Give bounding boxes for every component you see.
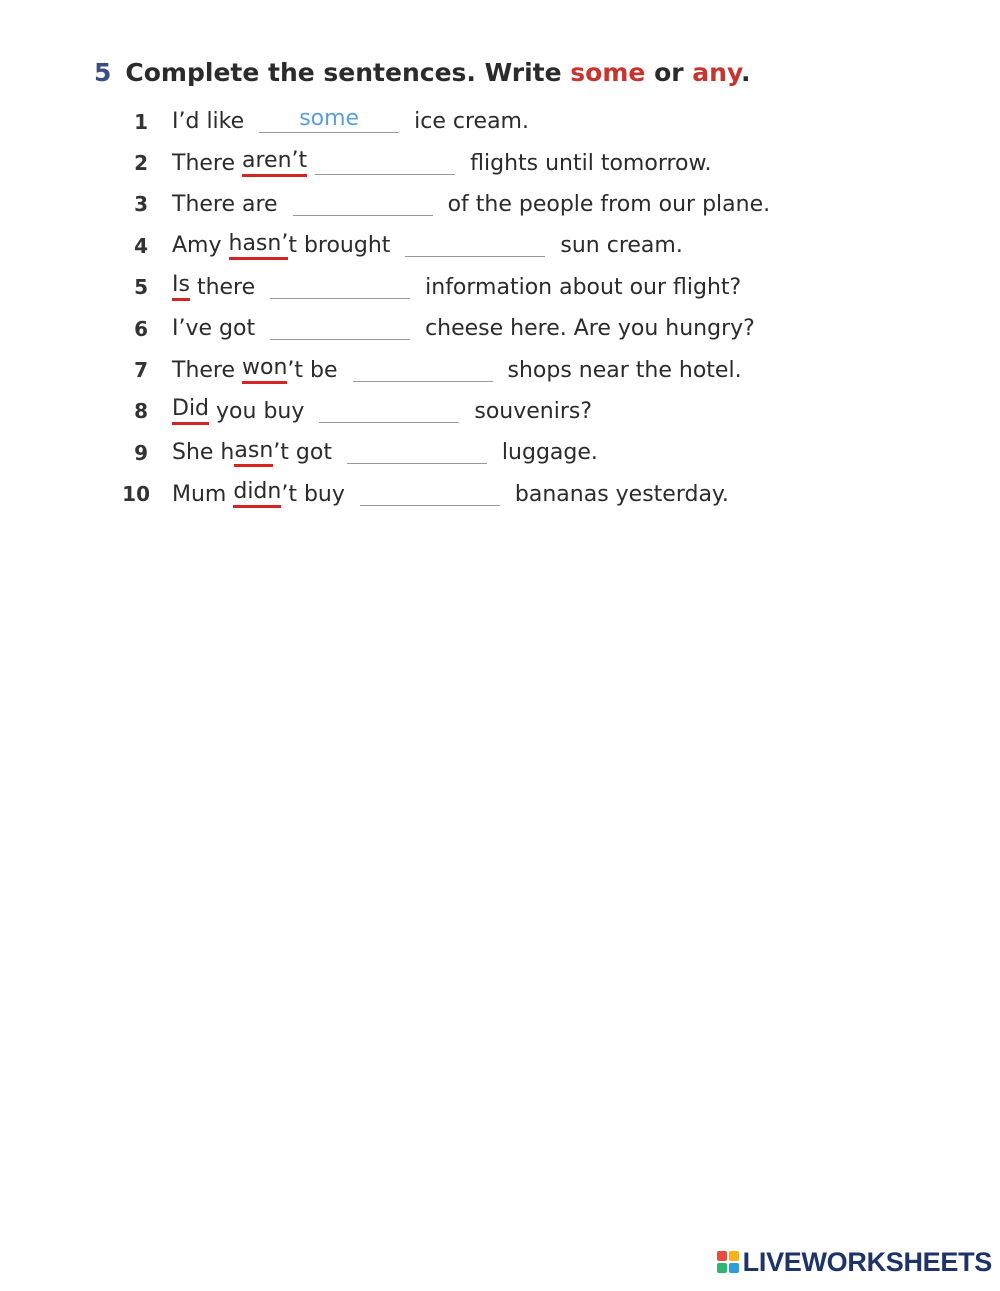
sentence-ending: cheese here. Are you hungry? [418,316,755,342]
sentence-row [0,267,1000,308]
sentence-text [172,315,755,342]
logo-text: LIVEWORKSHEETS [742,1246,992,1277]
answer-blank[interactable] [315,148,455,175]
sentence-number: 9 [134,440,148,465]
option-any: any [692,58,741,87]
logo-square [729,1263,739,1273]
sentence-ending: luggage. [494,440,598,466]
answer-blank[interactable] [270,313,410,340]
sentence-segment: She h [172,440,235,466]
answer-blank[interactable] [319,396,459,423]
sentence-row [0,474,1000,515]
logo-square [717,1251,727,1261]
header-period: . [740,58,751,87]
sentence-ending: souvenirs? [467,398,593,424]
sentence-segment: Amy [172,233,229,259]
sentence-segment: there [189,274,263,300]
liveworksheets-logo [717,1247,992,1277]
underlined-word: Did [172,397,209,425]
sentence-segment: There are [172,191,285,217]
sentence-text [172,356,742,384]
sentence-number: 7 [134,358,148,383]
sentence-text [172,273,741,301]
sentence-text [172,108,529,135]
sentence-number: 2 [134,151,148,176]
underlined-word: aren’t [242,149,307,177]
sentence-segment: ’t be [287,357,345,383]
sentence-row [0,142,1000,183]
logo-square [717,1263,727,1273]
sentence-ending: of the people from our plane. [440,191,771,217]
sentence-number: 3 [134,192,148,217]
sentence-number: 4 [134,233,148,258]
sentence-row [0,349,1000,390]
underlined-word: Is [172,273,190,301]
sentence-ending: sun cream. [553,233,683,259]
sentence-number: 8 [134,399,148,424]
sentence-ending: shops near the hotel. [500,357,742,383]
answer-blank[interactable] [405,230,545,257]
exercise-instruction: Complete the sentences. Write [125,58,562,87]
sentence-row [0,391,1000,432]
sentence-number: 5 [134,275,148,300]
sentence-row [0,101,1000,142]
sentence-text [172,397,592,425]
sentence-ending: flights until tomorrow. [463,150,712,176]
sentence-segment: ’t got [273,440,339,466]
underlined-word: hasn’ [229,232,289,260]
underlined-word: won [242,356,287,384]
answer-blank[interactable] [293,189,433,216]
sentence-segment: I’ve got [172,316,263,342]
underlined-word: asn [234,439,273,467]
answer-blank[interactable] [270,272,410,299]
sentence-row [0,225,1000,266]
sentence-segment: Mum [172,481,234,507]
logo-square [729,1251,739,1261]
sentence-ending: bananas yesterday. [507,481,729,507]
sentence-row [0,432,1000,473]
sentence-row [0,184,1000,225]
sentence-segment: There [172,357,243,383]
sentence-ending: information about our flight? [418,274,742,300]
sentence-segment: ’t buy [281,481,352,507]
sentence-number: 1 [134,109,148,134]
sentence-segment: t brought [288,233,398,259]
sentence-text [172,149,711,177]
option-some: some [570,58,646,87]
logo-grid-icon [717,1251,739,1273]
answer-blank[interactable] [347,437,487,464]
answer-blank[interactable] [360,479,500,506]
answer-blank[interactable] [353,355,493,382]
option-separator: or [654,58,684,87]
sentence-row [0,308,1000,349]
sentence-text [172,232,683,260]
sentence-text [172,480,729,508]
sentence-number: 10 [122,482,150,507]
sentence-segment: you buy [209,398,312,424]
sentence-text [172,439,598,467]
exercise-number: 5 [94,58,112,87]
exercise-header [94,58,750,92]
sentence-number: 6 [134,316,148,341]
sentence-ending: ice cream. [407,109,529,135]
answer-text: some [299,106,360,132]
answer-blank[interactable] [259,106,399,133]
sentence-text [172,191,770,218]
underlined-word: didn [233,480,281,508]
sentence-segment: There [172,150,243,176]
sentence-segment: I’d like [172,109,252,135]
